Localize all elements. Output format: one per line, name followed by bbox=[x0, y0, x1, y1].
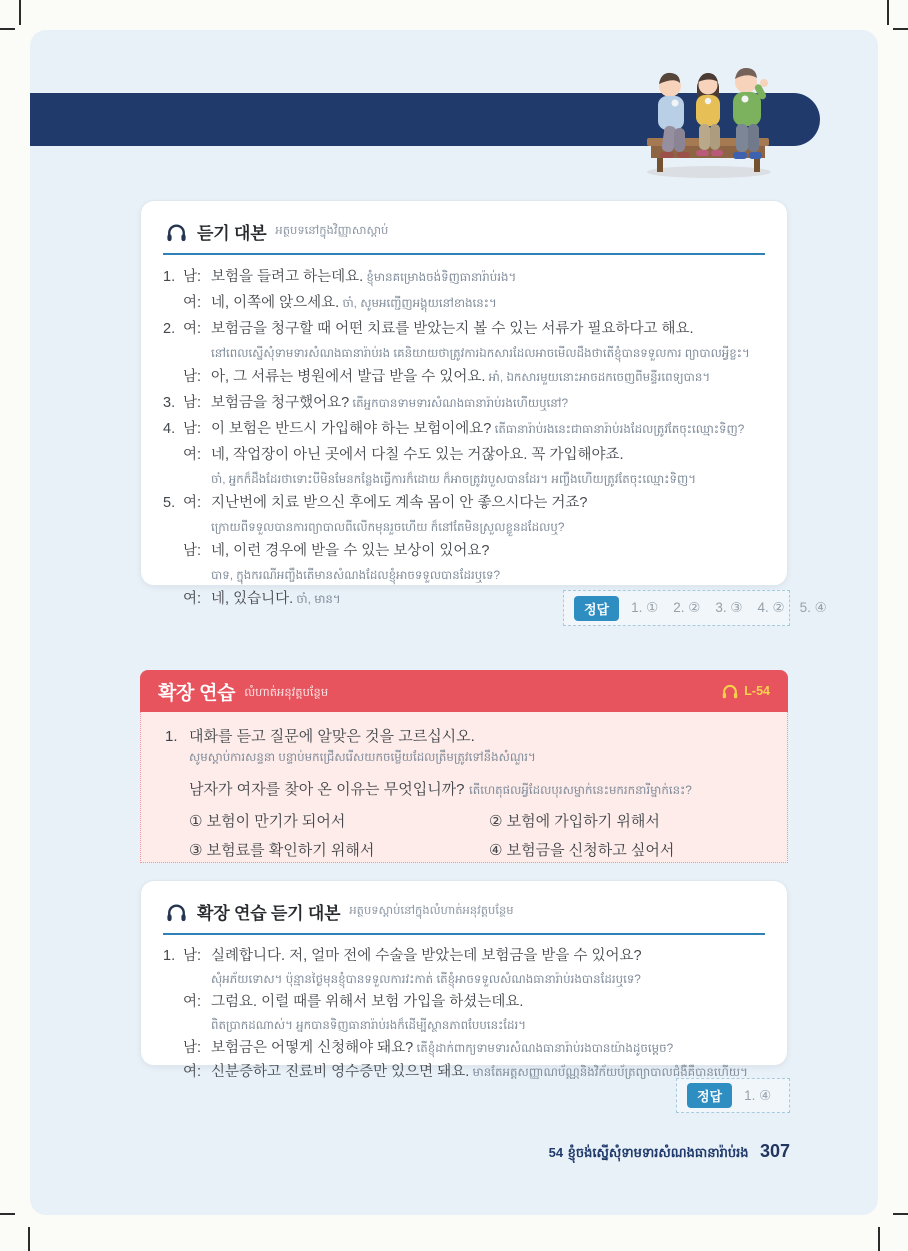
crop-mark bbox=[893, 1213, 908, 1215]
crop-mark bbox=[878, 1227, 880, 1251]
chapter-title-khmer: ខ្ញុំចង់ស្នើសុំទាមទារសំណងធានារ៉ាប់រង bbox=[567, 1145, 749, 1160]
dialogue-line: សុំអភ័យទោស។ ប៉ុន្មានថ្ងៃមុនខ្ញុំបានទទួលការវះកាត់ តើខ្ញុំអាចទទួលសំណងធានារ៉ាប់រងបានដែរឬទេ? bbox=[211, 972, 641, 986]
people-on-bench-illustration bbox=[633, 60, 783, 182]
dialogue-line: 2. 여: 보험금을 청구할 때 어떤 치료를 받았는지 볼 수 있는 서류가 필요하다고 해요. bbox=[163, 321, 694, 337]
dialogue-line: 5. 여: 지난번에 치료 받으신 후에도 계속 몸이 안 좋으시다는 거죠? bbox=[163, 495, 588, 511]
answer-item: 2. ② bbox=[673, 600, 701, 615]
expansion-title: 확장 연습 bbox=[158, 682, 236, 704]
expansion-practice-header bbox=[140, 670, 788, 712]
dialogue-line: 남: 아, 그 서류는 병원에서 발급 받을 수 있어요. អា៎, ឯកសារមួយនោះអាចដកចេញពីមន្ទីរពេទ្យបាន។ bbox=[183, 369, 711, 385]
question-prompt bbox=[189, 778, 763, 801]
answer-values bbox=[744, 1088, 771, 1104]
dialogue-line: 1. 남: 실례합니다. 저, 얼마 전에 수술을 받았는데 보험금을 받을 수 있어요? bbox=[163, 948, 642, 964]
dialogue-line: ពិតប្រាកដណាស់។ អ្នកបានទិញធានារ៉ាប់រងក៏ដើម្បីស្ថានភាពបែបនេះដែរ។ bbox=[211, 1018, 527, 1032]
expansion-script-card bbox=[140, 880, 788, 1080]
instruction-korean: 대화를 듣고 질문에 알맞은 것을 고르십시오. bbox=[189, 728, 475, 745]
answer-options bbox=[189, 811, 763, 862]
expansion-script-header bbox=[163, 897, 765, 935]
answer-badge: 정답 bbox=[574, 596, 619, 621]
answer-item: 4. ② bbox=[757, 600, 785, 615]
exercise-box bbox=[140, 712, 788, 863]
dialogue-line: ក្រោយពីទទួលបានការព្យាបាលពីលើកមុនរួចហើយ ក៏នៅតែមិនស្រួលខ្លួនដដែលឬ? bbox=[211, 520, 565, 534]
answer-values bbox=[631, 600, 827, 616]
dialogue-line: 여: 신분증하고 진료비 영수증만 있으면 돼요. មានតែអត្តសញ្ញាណប័ណ្ណនិងវិក័យប័ត្រព្យាបាលជំងឺគឺបានហើយ។ bbox=[183, 1064, 748, 1080]
answer-badge: 정답 bbox=[687, 1083, 732, 1108]
answer-option-1: ① 보험이 만기가 되어서 bbox=[189, 813, 346, 830]
section-subtitle-khmer: អត្ថបទស្តាប់នៅក្នុងលំហាត់អនុវត្តបន្ថែម bbox=[349, 905, 514, 917]
instruction-khmer: សូមស្តាប់ការសន្ទនា បន្ទាប់មកជ្រើសរើសយកចម្លើយដែលត្រឹមត្រូវទៅនឹងសំណួរ។ bbox=[189, 750, 536, 764]
answer-key-box bbox=[676, 1078, 790, 1113]
listening-script-header bbox=[163, 217, 765, 255]
dialogue-line: 남: 보험금은 어떻게 신청해야 돼요? តើខ្ញុំដាក់ពាក្យទាមទារសំណងធានារ៉ាប់រងបានយ៉ាងដូចម្តេច? bbox=[183, 1040, 674, 1056]
crop-mark bbox=[0, 1213, 15, 1215]
dialogue-line: 4. 남: 이 보험은 반드시 가입해야 하는 보험이에요? តើធានារ៉ាប់រងនេះជាធានារ៉ាប់រងដែលត្រូវតែចុះឈ្មោះទិញ? bbox=[163, 421, 745, 437]
question-number: 1. bbox=[165, 728, 178, 745]
headphones-icon bbox=[165, 222, 188, 242]
page-footer bbox=[140, 1141, 790, 1164]
answer-item: 1. ① bbox=[631, 600, 659, 615]
prompt-korean: 남자가 여자를 찾아 온 이유는 무엇입니까? bbox=[189, 781, 465, 798]
dialogue-line: 여: 네, 작업장이 아닌 곳에서 다칠 수도 있는 거잖아요. 꼭 가입해야죠. bbox=[183, 447, 624, 463]
section-subtitle-khmer: អត្ថបទនៅក្នុងវិញ្ញាសាស្តាប់ bbox=[275, 225, 389, 237]
dialogue-line: 남: 네, 이런 경우에 받을 수 있는 보상이 있어요? bbox=[183, 543, 490, 559]
dialogue-line: 여: 그럼요. 이럴 때를 위해서 보험 가입을 하셨는데요. bbox=[183, 994, 524, 1010]
audio-track bbox=[721, 683, 770, 699]
crop-mark bbox=[0, 28, 15, 30]
crop-mark bbox=[887, 0, 889, 25]
answer-option-4: ④ 보험금을 신청하고 싶어서 bbox=[489, 842, 675, 859]
answer-option-3: ③ 보험료를 확인하기 위해서 bbox=[189, 842, 375, 859]
answer-item: 1. ④ bbox=[744, 1087, 772, 1103]
answer-item: 3. ③ bbox=[715, 600, 743, 615]
crop-mark bbox=[19, 0, 21, 25]
dialogue-line: 여: 네, 있습니다. ចា៎, មាន។ bbox=[183, 591, 341, 607]
dialogue-list bbox=[163, 944, 765, 1084]
answer-item: 5. ④ bbox=[799, 600, 827, 615]
audio-track-label: L-54 bbox=[744, 684, 770, 698]
headphones-icon bbox=[721, 683, 739, 699]
dialogue-line: 3. 남: 보험금을 청구했어요? តើអ្នកបានទាមទារសំណងធានារ៉ាប់រងហើយឬនៅ? bbox=[163, 395, 569, 411]
headphones-icon bbox=[165, 902, 188, 922]
expansion-subtitle-khmer: លំហាត់អនុវត្តបន្ថែម bbox=[244, 686, 329, 699]
dialogue-list bbox=[163, 264, 765, 612]
prompt-khmer: តើហេតុផលអ្វីដែលបុរសម្នាក់នេះមករកនារីម្នាក់នេះ? bbox=[468, 783, 692, 797]
page-number: 307 bbox=[759, 1141, 790, 1161]
dialogue-line: 1. 남: 보험을 들려고 하는데요. ខ្ញុំមានគម្រោងចង់ទិញធានារ៉ាប់រង។ bbox=[163, 269, 517, 285]
listening-script-card bbox=[140, 200, 788, 607]
crop-mark bbox=[893, 28, 908, 30]
dialogue-line: 여: 네, 이쪽에 앉으세요. ចា៎, សូមអញ្ជើញអង្គុយនៅខាងនេះ។ bbox=[183, 295, 497, 311]
answer-key-box bbox=[563, 590, 827, 626]
dialogue-line: បាទ, ក្នុងករណីអញ្ចឹងតើមានសំណងដែលខ្ញុំអាចទទួលបានដែរឬទេ? bbox=[211, 568, 501, 582]
chapter-number: 54 bbox=[548, 1145, 564, 1160]
dialogue-line: ចា៎, អ្នកក៏ដឹងដែរថាទោះបីមិនមែនកន្លែងធ្វើការក៏ដោយ ក៏អាចត្រូវរបួសបានដែរ។ អញ្ចឹងហើយត្រូវតែចុះឈ្មោះទិញ។ bbox=[211, 472, 696, 486]
crop-mark bbox=[28, 1227, 30, 1251]
answer-option-2: ② 보험에 가입하기 위해서 bbox=[489, 813, 660, 830]
section-title: 듣기 대본 bbox=[197, 224, 267, 243]
section-title: 확장 연습 듣기 대본 bbox=[197, 904, 341, 923]
dialogue-line: នៅពេលស្នើសុំទាមទារសំណងធានារ៉ាប់រង គេនិយាយថាត្រូវការឯកសារដែលអាចមើលដឹងថាតើខ្ញុំបានទទួលការ ព្យាបាលអ្វីខ្លះ។ bbox=[211, 346, 750, 360]
